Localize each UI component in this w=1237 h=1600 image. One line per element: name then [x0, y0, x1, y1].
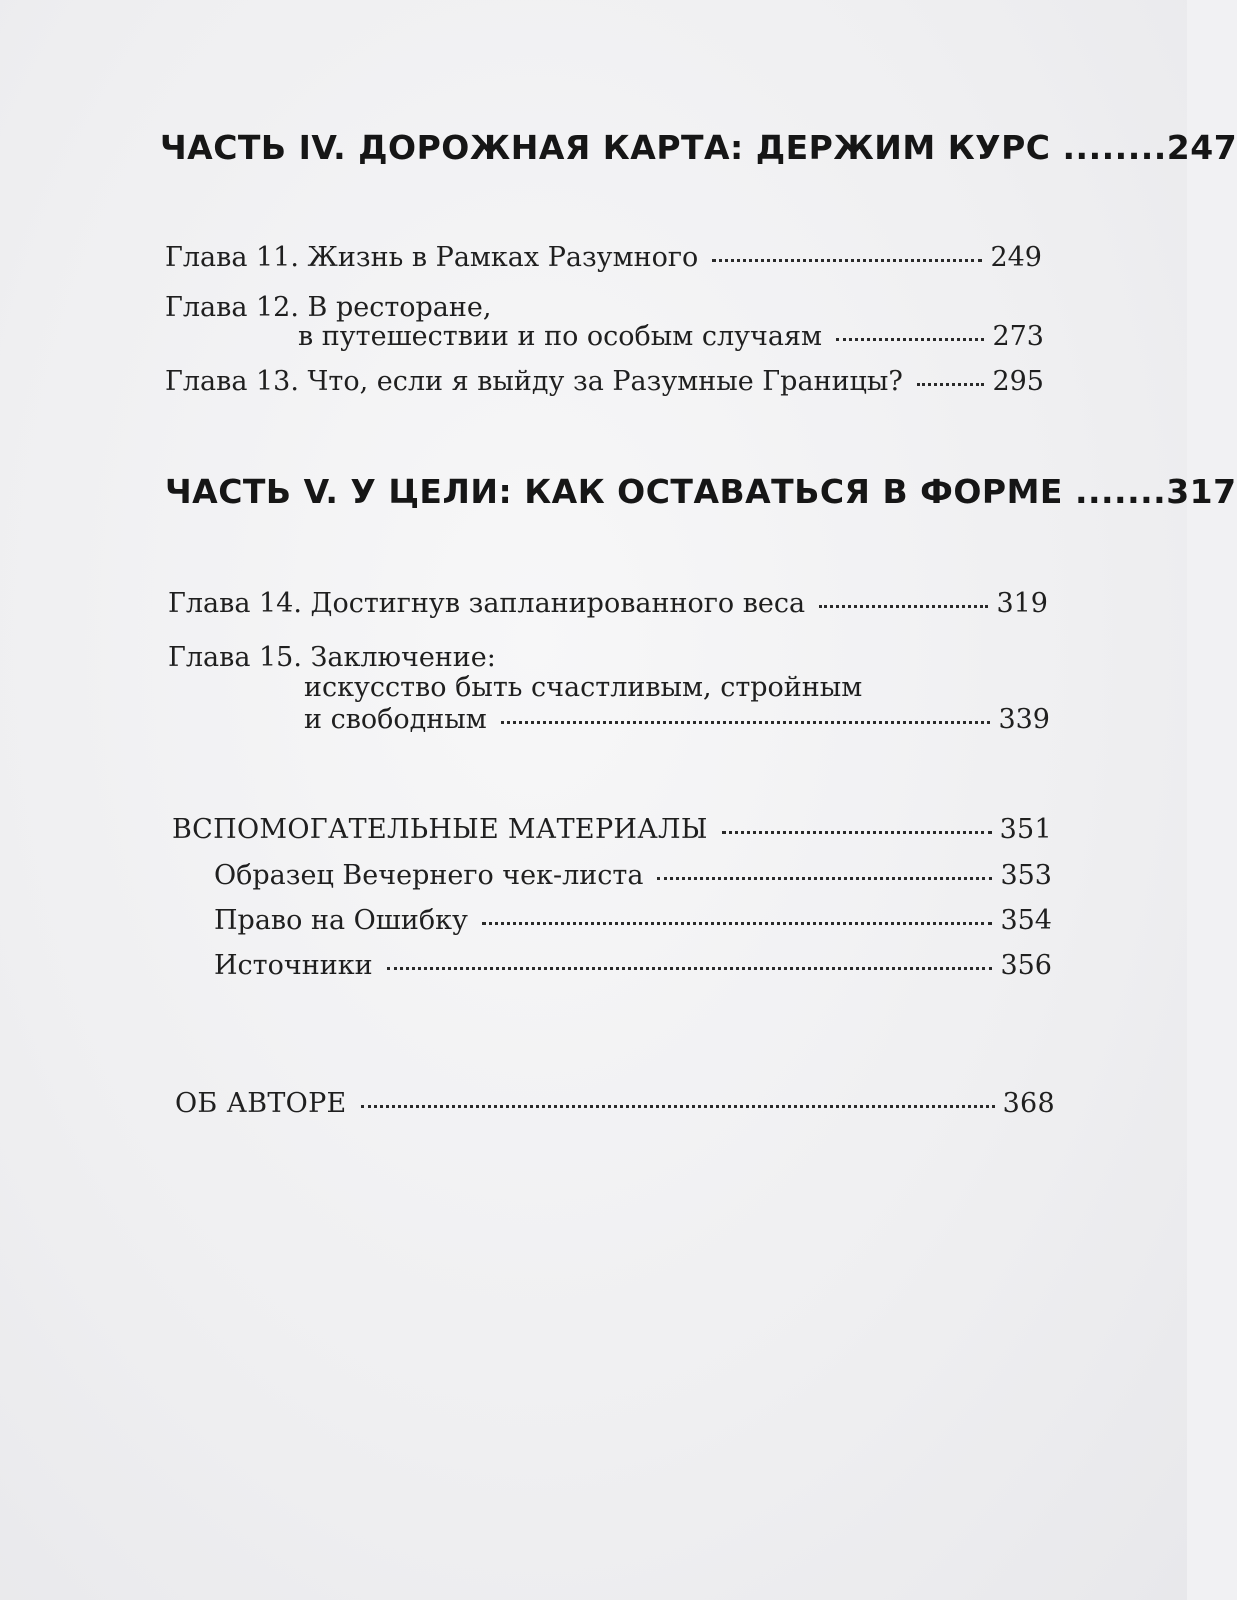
- leader-dots: [361, 1105, 995, 1108]
- part-5-title: ЧАСТЬ V. У ЦЕЛИ: КАК ОСТАВАТЬСЯ В ФОРМЕ: [165, 472, 1075, 511]
- chapter-12-entry[interactable]: [298, 321, 1044, 352]
- part-4-heading: [160, 128, 1237, 167]
- chapter-12-title: в путешествии и по особым случаям: [298, 321, 823, 352]
- aux-item-sources-page: 356: [1000, 950, 1052, 981]
- leader-dots: [819, 605, 988, 608]
- chapter-14-title: Глава 14. Достигнув запланированного веса: [168, 588, 806, 619]
- aux-item-sources[interactable]: [214, 950, 1052, 981]
- leader-dots: [657, 877, 992, 880]
- leader-dots: [387, 967, 993, 970]
- leader-dots: [722, 831, 992, 834]
- chapter-11-entry[interactable]: [165, 242, 1042, 273]
- chapter-15-entry[interactable]: [304, 704, 1050, 735]
- about-author-page: 368: [1002, 1088, 1055, 1119]
- aux-item-checklist-title: Образец Вечернего чек-листа: [214, 860, 644, 891]
- chapter-13-page: 295: [992, 366, 1044, 397]
- aux-materials-page: 351: [999, 814, 1052, 845]
- part-4-page: ........247: [1062, 128, 1237, 167]
- aux-materials-entry[interactable]: [172, 814, 1052, 845]
- chapter-11-page: 249: [990, 242, 1042, 273]
- part-4-title: ЧАСТЬ IV. ДОРОЖНАЯ КАРТА: ДЕРЖИМ КУРС: [160, 128, 1063, 167]
- chapter-15-page: 339: [998, 704, 1050, 735]
- leader-dots: [501, 721, 991, 724]
- chapter-12-page: 273: [992, 321, 1044, 352]
- chapter-12-title-line-1: Глава 12. В ресторане,: [165, 292, 492, 323]
- chapter-14-entry[interactable]: [168, 588, 1048, 619]
- aux-item-mistake-page: 354: [1000, 905, 1052, 936]
- chapter-13-title: Глава 13. Что, если я выйду за Разумные Границы?: [165, 366, 903, 397]
- leader-dots: [836, 338, 984, 341]
- aux-item-checklist[interactable]: [214, 860, 1052, 891]
- leader-dots: [482, 922, 993, 925]
- part-5-heading: [165, 472, 1237, 511]
- leader-dots: [712, 259, 982, 262]
- about-author-entry[interactable]: [175, 1088, 1055, 1119]
- chapter-15-title: и свободным: [304, 704, 487, 735]
- chapter-11-title: Глава 11. Жизнь в Рамках Разумного: [165, 242, 699, 273]
- chapter-15-title-line-2: искусство быть счастливым, стройным: [304, 672, 863, 703]
- leader-dots: [917, 383, 985, 386]
- chapter-15-title-line-1: Глава 15. Заключение:: [168, 642, 496, 673]
- aux-item-checklist-page: 353: [1000, 860, 1052, 891]
- chapter-14-page: 319: [996, 588, 1048, 619]
- aux-item-mistake[interactable]: [214, 905, 1052, 936]
- chapter-13-entry[interactable]: [165, 366, 1044, 397]
- aux-item-sources-title: Источники: [214, 950, 373, 981]
- aux-materials-title: ВСПОМОГАТЕЛЬНЫЕ МАТЕРИАЛЫ: [172, 814, 708, 845]
- about-author-title: ОБ АВТОРЕ: [175, 1088, 347, 1119]
- aux-item-mistake-title: Право на Ошибку: [214, 905, 468, 936]
- part-5-page: .......317: [1074, 472, 1237, 511]
